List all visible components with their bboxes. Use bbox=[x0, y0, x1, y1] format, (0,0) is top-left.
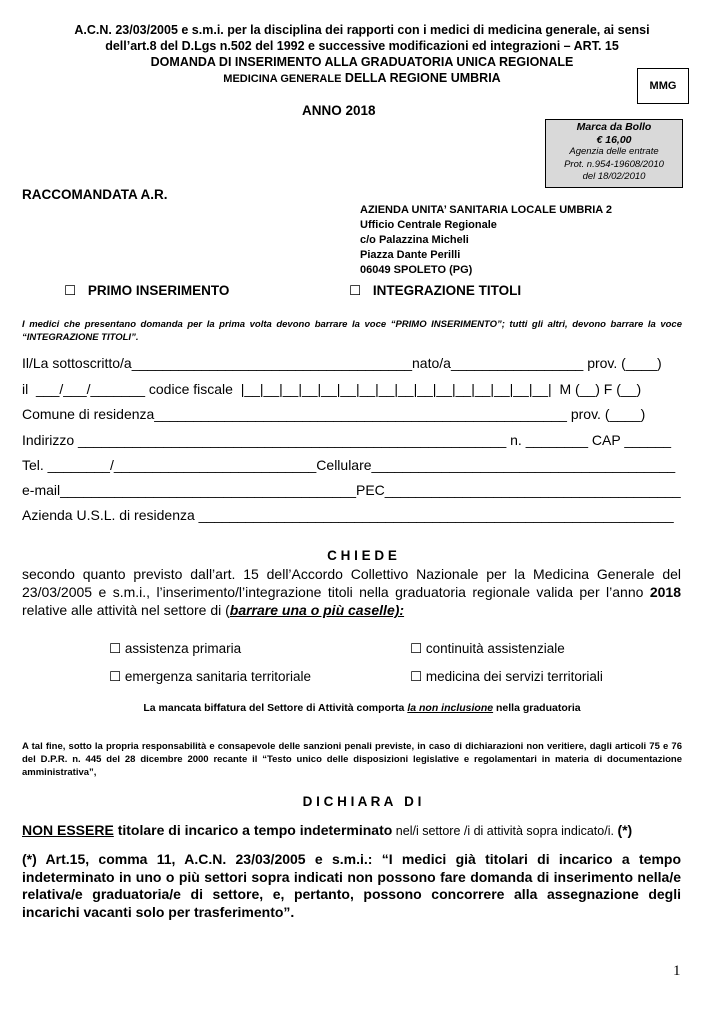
option-primo-inserimento[interactable] bbox=[64, 283, 229, 299]
field-azienda-usl[interactable]: Azienda U.S.L. di residenza _____________________________________________________________ bbox=[22, 507, 674, 523]
mmg-box: MMG bbox=[637, 68, 689, 104]
footnote-art15: (*) Art.15, comma 11, A.C.N. 23/03/2005 e s.m.i.: “I medici già titolari di incarico a tempo indeterminato in uno o più settori sopra indicati non possono fare domanda di inserimento nella/e relativa/e graduatoria/e di settore, e, pertanto, possono concorrere alla assegnazione degli incarichi vacanti solo per trasferimento”. bbox=[22, 851, 681, 920]
field-indirizzo[interactable]: Indirizzo _______________________________________________________ n. ________ CAP ______ bbox=[22, 432, 672, 448]
header-line-3: DOMANDA DI INSERIMENTO ALLA GRADUATORIA UNICA REGIONALE bbox=[150, 55, 574, 69]
checkbox-icon[interactable]: ☐ bbox=[349, 283, 362, 298]
field-comune[interactable]: Comune di residenza_____________________________________________________ prov. (____) bbox=[22, 406, 646, 422]
sector-emergenza-sanitaria[interactable] bbox=[109, 669, 311, 685]
dichiara-normal: nel/i settore /i di attività sopra indicato/i. bbox=[392, 824, 618, 838]
checkbox-icon[interactable]: ☐ bbox=[410, 669, 423, 684]
checkbox-icon[interactable]: ☐ bbox=[64, 283, 77, 298]
sector-medicina-servizi[interactable] bbox=[410, 669, 603, 685]
raccomandata-label: RACCOMANDATA A.R. bbox=[22, 187, 168, 202]
chiede-text-1: secondo quanto previsto dall’art. 15 dell’Accordo Collettivo Nazionale per la Medicina Generale del 23/03/2005 e s.m.i., l’inserimento/l’integrazione titoli nella graduatoria regionale valida per l’anno bbox=[22, 566, 681, 600]
chiede-text bbox=[22, 565, 681, 619]
sector-continuita-assistenziale[interactable] bbox=[410, 641, 565, 657]
year-title: ANNO 2018 bbox=[302, 103, 376, 118]
option-integrazione-label: INTEGRAZIONE TITOLI bbox=[372, 283, 522, 298]
chiede-underlined: barrare una o più caselle): bbox=[229, 602, 405, 618]
dichiara-statement bbox=[22, 822, 632, 838]
sector-label: medicina dei servizi territoriali bbox=[425, 669, 603, 684]
dichiara-bold: titolare di incarico a tempo indeterminato bbox=[113, 822, 393, 838]
warning-text-b: nella graduatoria bbox=[493, 702, 581, 714]
checkbox-icon[interactable]: ☐ bbox=[109, 641, 122, 656]
chiede-year: 2018 bbox=[649, 584, 681, 600]
checkbox-icon[interactable]: ☐ bbox=[109, 669, 122, 684]
chiede-text-2: relative alle attività nel settore di ( bbox=[22, 602, 230, 618]
address-line-5: 06049 SPOLETO (PG) bbox=[360, 264, 473, 276]
field-codice-fiscale[interactable]: il ___/___/_______ codice fiscale |__|__|__|__|__|__|__|__|__|__|__|__|__|__|__|__| M (__) F (__) bbox=[22, 381, 642, 397]
bollo-agency: Agenzia delle entrate bbox=[569, 146, 659, 157]
chiede-title: C H I E D E bbox=[327, 548, 397, 563]
bollo-protocol: Prot. n.954-19608/2010 bbox=[564, 158, 664, 170]
address-line-4: Piazza Dante Perilli bbox=[360, 249, 461, 261]
marca-da-bollo-box bbox=[545, 119, 683, 188]
bollo-title: Marca da Bollo bbox=[576, 121, 652, 133]
dichiara-title: D I C H I A R A D I bbox=[302, 794, 422, 809]
header-medicina-generale: MEDICINA GENERALE bbox=[223, 73, 342, 85]
bollo-amount: € 16,00 bbox=[596, 133, 632, 146]
sector-assistenza-primaria[interactable] bbox=[109, 641, 241, 657]
warning-text-a: La mancata biffatura del Settore di Attività comporta bbox=[143, 702, 408, 714]
warning-note bbox=[0, 702, 724, 714]
field-telefono[interactable]: Tel. ________/__________________________Cellulare_______________________________________ bbox=[22, 457, 676, 473]
field-sottoscritto[interactable]: Il/La sottoscritto/a____________________________________nato/a_________________ prov. (____) bbox=[22, 355, 662, 371]
sector-label: assistenza primaria bbox=[124, 641, 242, 656]
header-line-2: dell’art.8 del D.Lgs n.502 del 1992 e successive modificazioni ed integrazioni – ART. 15 bbox=[105, 39, 619, 53]
address-line-2: Ufficio Centrale Regionale bbox=[360, 219, 497, 231]
a-tal-fine-paragraph: A tal fine, sotto la propria responsabilità e consapevole delle sanzioni penali previste, in caso di dichiarazioni non veritiere, dagli articoli 75 e 76 del D.P.R. n. 445 del 28 dicembre 2000 recante il “Testo unico delle disposizioni legislative e regolamentari in materia di documentazione amministrativa”, bbox=[22, 741, 682, 778]
dichiara-non-essere: NON ESSERE bbox=[22, 822, 114, 838]
field-email[interactable]: e-mail______________________________________PEC______________________________________ bbox=[22, 482, 681, 498]
checkbox-icon[interactable]: ☐ bbox=[410, 641, 423, 656]
header-line-4 bbox=[0, 70, 724, 87]
option-integrazione-titoli[interactable] bbox=[349, 283, 521, 299]
header-line-1: A.C.N. 23/03/2005 e s.m.i. per la disciplina dei rapporti con i medici di medicina generale, ai sensi bbox=[74, 23, 650, 37]
dichiara-mark: (*) bbox=[617, 822, 633, 838]
bollo-date: del 18/02/2010 bbox=[582, 171, 646, 182]
warning-underlined: la non inclusione bbox=[407, 702, 494, 714]
recipient-address bbox=[360, 203, 612, 278]
header-regione: DELLA REGIONE UMBRIA bbox=[341, 71, 501, 85]
sector-label: continuità assistenziale bbox=[425, 641, 565, 656]
option-primo-label: PRIMO INSERIMENTO bbox=[87, 283, 230, 298]
page-number: 1 bbox=[673, 963, 681, 979]
sector-label: emergenza sanitaria territoriale bbox=[124, 669, 311, 684]
address-line-3: c/o Palazzina Micheli bbox=[360, 234, 469, 246]
address-line-1: AZIENDA UNITA’ SANITARIA LOCALE UMBRIA 2 bbox=[360, 204, 612, 216]
instructions-note: I medici che presentano domanda per la prima volta devono barrare la voce “PRIMO INSERIMENTO”; tutti gli altri, devono barrare la voce “INTEGRAZIONE TITOLI”. bbox=[22, 319, 682, 343]
